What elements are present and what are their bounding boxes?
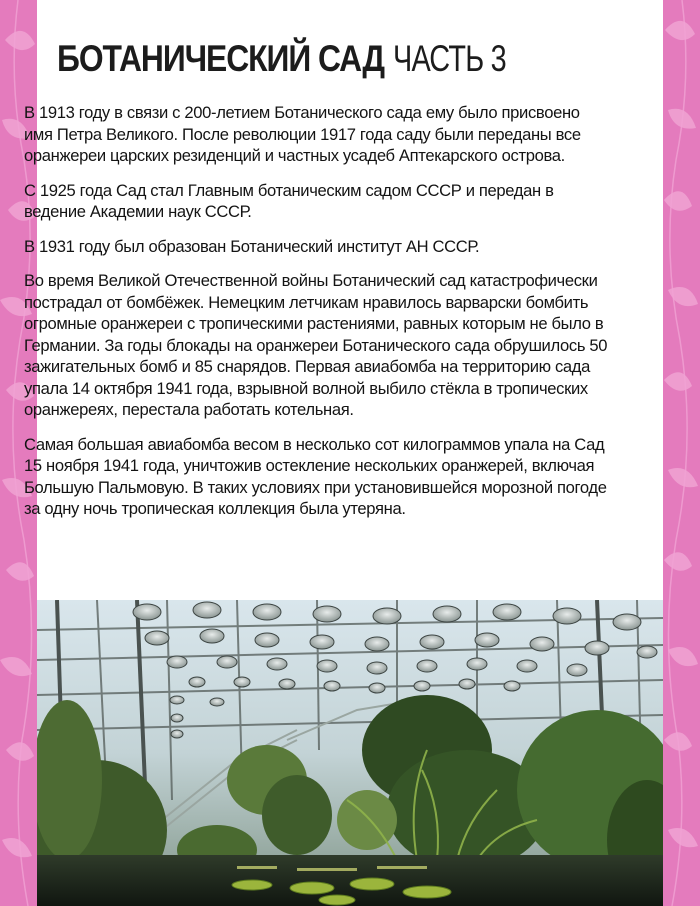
- paragraph-4: Во время Великой Отечественной войны Ботанический сад катастрофически пострадал от бомбёжек. Немецким летчикам нравилось варварски бомбить огромные оранжереи с тропическими растениями, равных которым не было в Германии. За годы блокады на оранжереи Ботанического сада обрушилось 50 зажигательных бомб и 85 снарядов. Первая авиабомба на территорию сада упала 14 октября 1941 года, взрывной волной выбило стёкла в тропических оранжереях, перестала работать котельная.: [24, 271, 608, 419]
- article-body: [24, 102, 612, 533]
- paragraph-3: В 1931 году был образован Ботанический институт АН СССР.: [24, 236, 480, 256]
- page-title: [57, 38, 538, 90]
- title-sub: ЧАСТЬ 3: [393, 38, 507, 79]
- paragraph-1: В 1913 году в связи с 200-летием Ботанического сада ему было присвоено имя Петра Великого. После революции 1917 года саду были переданы все оранжереи царских резиденций и частных усадеб Аптекарского острова.: [24, 103, 581, 165]
- paragraph-2: С 1925 года Сад стал Главным ботаническим садом СССР и передан в ведение Академии наук СССР.: [24, 180, 554, 221]
- paragraph-5: Самая большая авиабомба весом в несколько сот килограммов упала на Сад 15 ноября 1941 года, уничтожив остекление нескольких оранжерей, включая Большую Пальмовую. В таких условиях при установившейся морозной погоде за одну ночь тропическая коллекция была утеряна.: [24, 434, 607, 518]
- title-main: БОТАНИЧЕСКИЙ САД: [57, 38, 384, 79]
- greenhouse-interior-photo: [37, 600, 663, 906]
